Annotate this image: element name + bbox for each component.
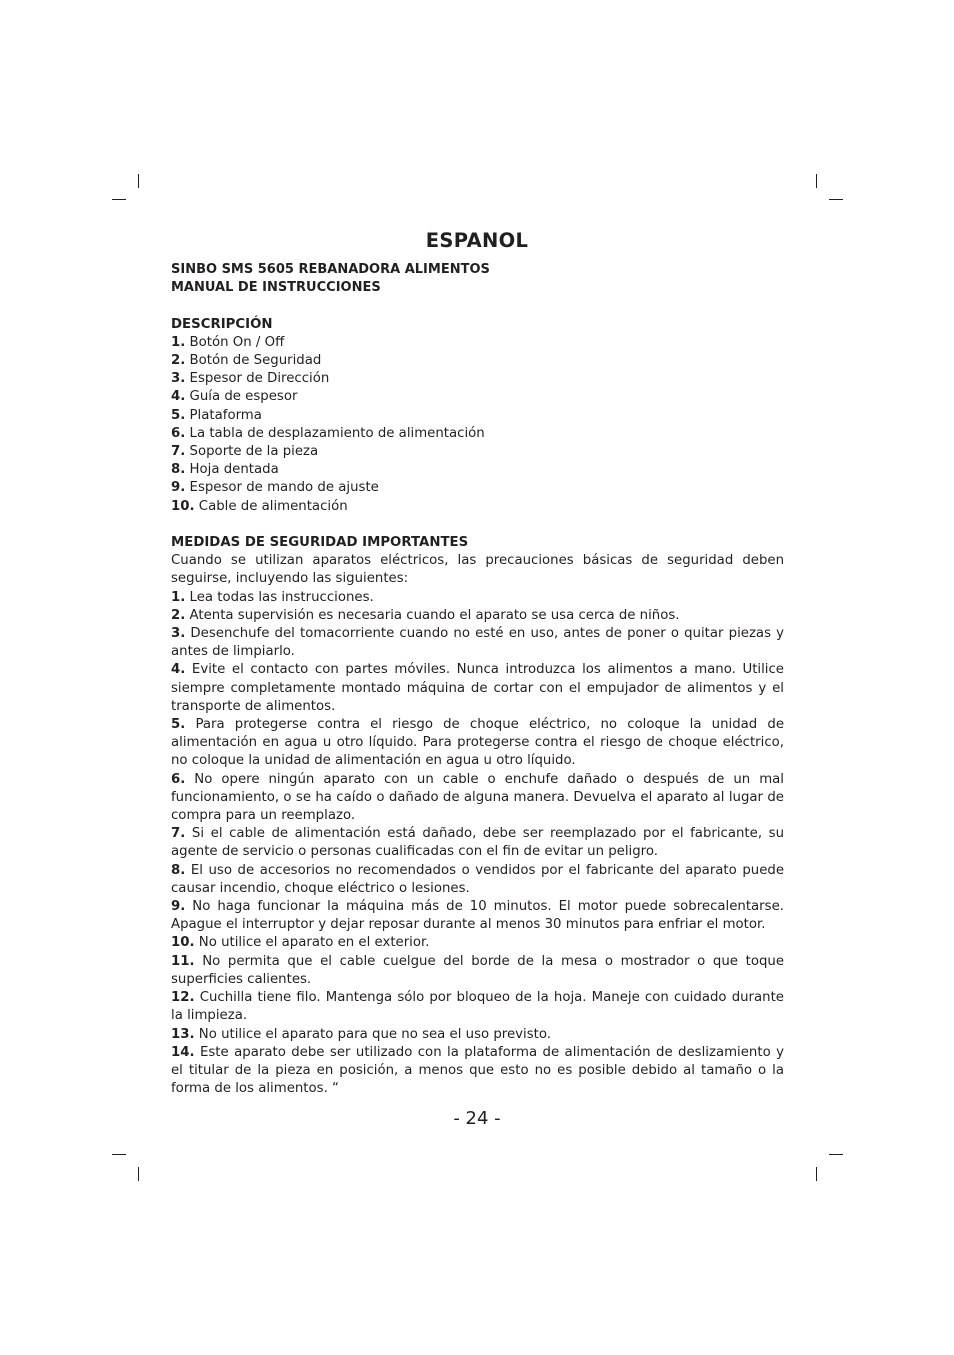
list-item-number: 2. (171, 607, 186, 623)
crop-mark-bottom-left-vertical (138, 1167, 139, 1181)
list-item-text: Este aparato debe ser utilizado con la plataforma de alimentación de deslizamiento y el titular de la pieza en posición, a menos que esto no es posible debido al tamaño o la forma de los alimentos. “ (171, 1044, 784, 1097)
list-item (171, 934, 784, 952)
description-list (171, 334, 784, 516)
list-item-number: 4. (171, 389, 186, 405)
document-title (171, 261, 784, 297)
list-item-number: 8. (171, 462, 186, 478)
list-item (171, 370, 784, 388)
list-item-number: 9. (171, 899, 186, 915)
list-item (171, 352, 784, 370)
description-section (171, 316, 784, 516)
list-item-text: Botón de Seguridad (185, 353, 322, 368)
list-item-number: 6. (171, 771, 186, 787)
list-item-text: Cuchilla tiene filo. Mantenga sólo por bloqueo de la hoja. Maneje con cuidado durante la limpieza. (171, 990, 784, 1024)
list-item-number: 3. (171, 371, 186, 387)
crop-mark-top-left-vertical (138, 174, 139, 188)
list-item-text: Evite el contacto con partes móviles. Nunca introduzca los alimentos a mano. Utilice siempre completamente montado máquina de cortar con el empujador de alimentos y el transporte de alimentos. (171, 662, 784, 714)
list-item-number: 4. (171, 662, 186, 678)
list-item-text: Desenchufe del tomacorriente cuando no esté en uso, antes de poner o quitar piezas y antes de limpiarlo. (171, 626, 784, 660)
crop-mark-bottom-right-vertical (816, 1167, 817, 1181)
list-item (171, 407, 784, 425)
crop-mark-top-right-horizontal (829, 199, 843, 200)
safety-section (171, 534, 784, 1098)
list-item-number: 11. (171, 953, 195, 969)
list-item-text: La tabla de desplazamiento de alimentación (185, 425, 485, 441)
list-item-number: 3. (171, 626, 186, 642)
list-item-text: Hoja dentada (185, 462, 279, 478)
list-item-number: 5. (171, 717, 186, 733)
crop-mark-top-right-vertical (816, 174, 817, 188)
list-item (171, 1026, 784, 1044)
safety-intro: Cuando se utilizan aparatos eléctricos, las precauciones básicas de seguridad deben seguirse, incluyendo las siguientes: (171, 553, 784, 587)
list-item-number: 8. (171, 862, 186, 878)
list-item-text: No haga funcionar la máquina más de 10 minutos. El motor puede sobrecalentarse. Apague el interruptor y dejar reposar durante al menos 30 minutos para enfriar el motor. (171, 899, 784, 933)
list-item-number: 5. (171, 407, 186, 423)
list-item-text: No utilice el aparato en el exterior. (194, 935, 430, 951)
crop-mark-top-left-horizontal (112, 199, 126, 200)
list-item-text: Espesor de mando de ajuste (185, 480, 379, 496)
list-item-text: No utilice el aparato para que no sea el uso previsto. (194, 1026, 551, 1042)
list-item (171, 625, 784, 661)
list-item (171, 862, 784, 898)
crop-mark-bottom-right-horizontal (829, 1154, 843, 1155)
list-item-text: Cable de alimentación (194, 498, 348, 514)
list-item (171, 425, 784, 443)
list-item (171, 334, 784, 352)
list-item-text: Atenta supervisión es necesaria cuando el aparato se usa cerca de niños. (185, 607, 680, 623)
list-item-text: El uso de accesorios no recomendados o vendidos por el fabricante del aparato puede causar incendio, choque eléctrico o lesiones. (171, 862, 784, 896)
title-line-manual: MANUAL DE INSTRUCCIONES (171, 280, 381, 296)
list-item-text: No permita que el cable cuelgue del borde de la mesa o mostrador o que toque superficies calientes. (171, 953, 784, 987)
list-item-text: Plataforma (185, 407, 262, 423)
list-item (171, 461, 784, 479)
page-heading: ESPANOL (425, 229, 529, 252)
list-item-text: Si el cable de alimentación está dañado, debe ser reemplazado por el fabricante, su agente de servicio o personas cualificadas con el fin de evitar un peligro. (171, 826, 784, 860)
list-item-number: 10. (171, 935, 195, 951)
list-item-number: 12. (171, 990, 195, 1006)
list-item (171, 1044, 784, 1099)
title-line-product: SINBO SMS 5605 REBANADORA ALIMENTOS (171, 262, 490, 277)
description-heading: DESCRIPCIÓN (171, 316, 273, 332)
list-item-number: 14. (171, 1044, 195, 1060)
list-item (171, 589, 784, 607)
list-item-number: 6. (171, 425, 186, 441)
list-item-text: Para protegerse contra el riesgo de choque eléctrico, no coloque la unidad de alimentación en agua u otro líquido. Para protegerse contra el riesgo de choque eléctrico, no coloque la unidad de alimentación en agua u otro líquido. (171, 717, 784, 769)
list-item-text: Espesor de Dirección (185, 371, 330, 387)
list-item-number: 1. (171, 334, 186, 350)
list-item-text: No opere ningún aparato con un cable o enchufe dañado o después de un mal funcionamiento, o se ha caído o dañado de alguna manera. Devuelva el aparato al lugar de compra para un reemplazo. (171, 771, 784, 824)
list-item (171, 953, 784, 989)
list-item-text: Soporte de la pieza (185, 444, 319, 460)
list-item-number: 1. (171, 589, 186, 605)
list-item (171, 716, 784, 771)
list-item-number: 7. (171, 826, 186, 842)
list-item-number: 9. (171, 480, 186, 496)
crop-mark-bottom-left-horizontal (112, 1154, 126, 1155)
list-item-number: 10. (171, 498, 195, 514)
list-item (171, 607, 784, 625)
list-item (171, 388, 784, 406)
list-item-text: Botón On / Off (185, 334, 285, 350)
safety-list (171, 589, 784, 1099)
list-item-number: 13. (171, 1026, 195, 1042)
manual-content (171, 261, 784, 1098)
safety-heading: MEDIDAS DE SEGURIDAD IMPORTANTES (171, 535, 469, 551)
list-item (171, 661, 784, 716)
list-item-number: 2. (171, 353, 186, 368)
list-item (171, 771, 784, 826)
list-item (171, 479, 784, 497)
list-item (171, 989, 784, 1025)
list-item (171, 825, 784, 861)
list-item-text: Guía de espesor (185, 389, 298, 405)
list-item (171, 498, 784, 516)
list-item-number: 7. (171, 444, 186, 460)
list-item (171, 898, 784, 934)
list-item-text: Lea todas las instrucciones. (185, 589, 374, 605)
page-number: - 24 - (453, 1108, 501, 1129)
list-item (171, 443, 784, 461)
